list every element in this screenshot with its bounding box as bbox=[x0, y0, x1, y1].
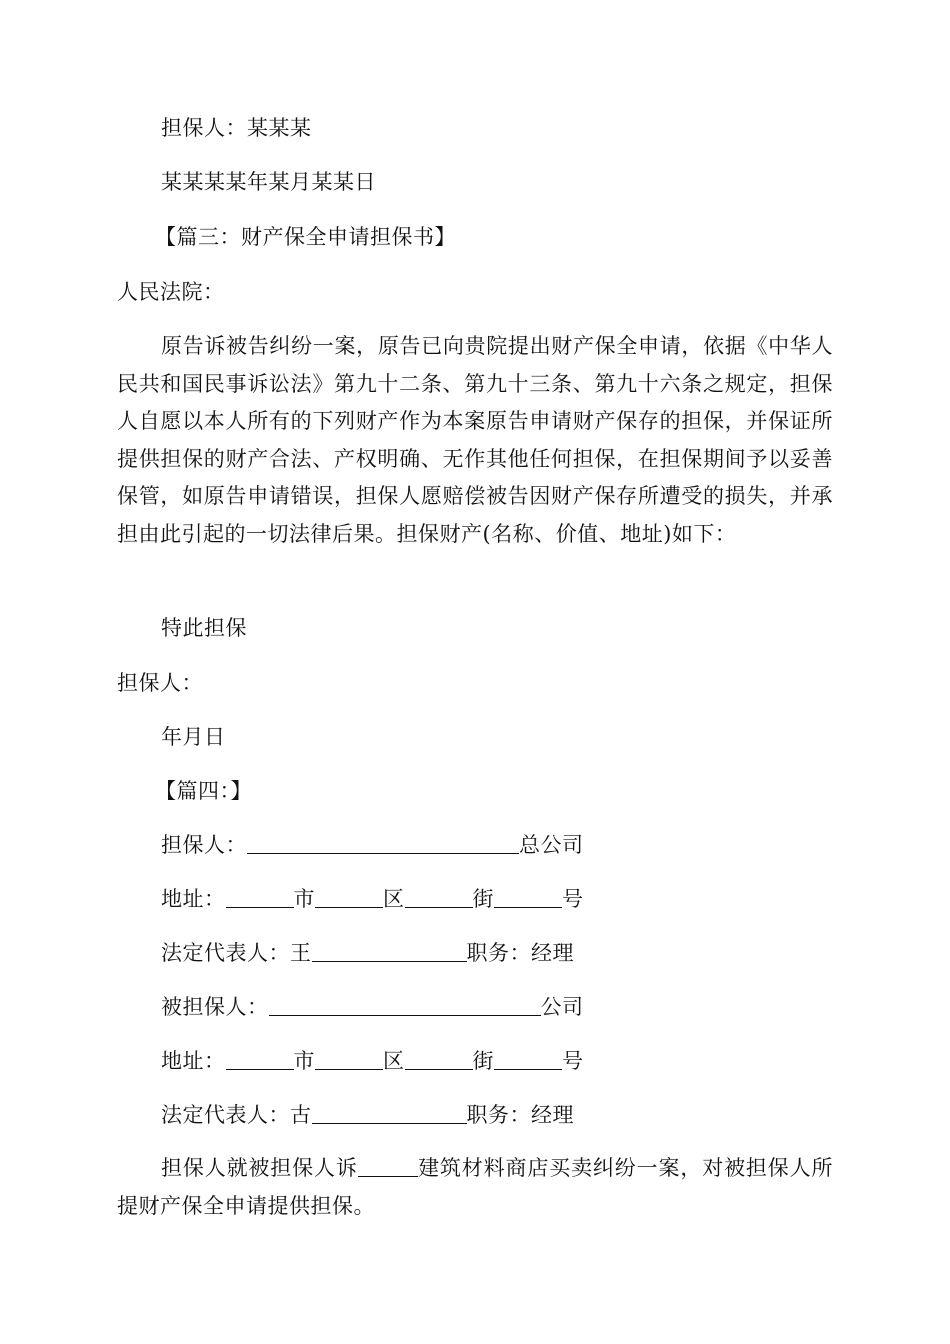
section-heading-3: 【篇三：财产保全申请担保书】 bbox=[155, 225, 456, 249]
guaranteed-label: 被担保人： bbox=[161, 995, 269, 1019]
form-guaranteed-row bbox=[161, 992, 584, 1022]
street-label: 街 bbox=[472, 1049, 494, 1073]
form-legal-rep-row-2 bbox=[161, 1100, 574, 1130]
form-address-row-1 bbox=[161, 884, 584, 914]
street-blank bbox=[405, 885, 473, 908]
position-label: 职务：经理 bbox=[466, 941, 574, 965]
form-address-row-2 bbox=[161, 1046, 584, 1076]
legal-rep-blank bbox=[312, 1101, 467, 1124]
guarantor-signature-line: 担保人： bbox=[117, 671, 203, 695]
guarantor-suffix: 总公司 bbox=[519, 833, 584, 857]
number-label: 号 bbox=[562, 1049, 584, 1073]
legal-rep-label: 法定代表人：王 bbox=[161, 941, 312, 965]
guaranteed-name-blank bbox=[269, 993, 541, 1016]
form-guarantor-row bbox=[161, 830, 584, 860]
section-heading-4: 【篇四：】 bbox=[155, 779, 252, 803]
city-blank bbox=[226, 1047, 294, 1070]
guarantor-line: 担保人：某某某 bbox=[161, 116, 312, 140]
closing-text-after: 建筑材料商店买卖纠纷一案，对被担保人所提财产保全申请提供担保。 bbox=[117, 1156, 834, 1218]
date-blank-line: 年月日 bbox=[161, 725, 226, 749]
date-line: 某某某某年某月某某日 bbox=[161, 170, 376, 194]
body-paragraph: 原告诉被告纠纷一案，原告已向贵院提出财产保全申请，依据《中华人民共和国民事诉讼法》第九十二条、第九十三条、第九十六条之规定，担保人自愿以本人所有的下列财产作为本案原告申请财产保存的担保，并保证所提供担保的财产合法、产权明确、无作其他任何担保，在担保期间予以妥善保管，如原告申请错误，担保人愿赔偿被告因财产保存所遭受的损失，并承担由此引起的一切法律后果。担保财产(名称、价值、地址)如下： bbox=[117, 334, 833, 546]
address-label: 地址： bbox=[161, 1049, 226, 1073]
closing-paragraph bbox=[117, 1150, 833, 1225]
district-blank bbox=[315, 1047, 383, 1070]
address-label: 地址： bbox=[161, 887, 226, 911]
position-label: 职务：经理 bbox=[466, 1103, 574, 1127]
city-label: 市 bbox=[293, 1049, 315, 1073]
legal-rep-label: 法定代表人：古 bbox=[161, 1103, 312, 1127]
closing-text-before: 担保人就被担保人诉 bbox=[161, 1156, 358, 1180]
legal-rep-blank bbox=[312, 939, 467, 962]
special-guarantee-line: 特此担保 bbox=[161, 616, 247, 640]
street-blank bbox=[405, 1047, 473, 1070]
guaranteed-suffix: 公司 bbox=[540, 995, 584, 1019]
form-legal-rep-row-1 bbox=[161, 938, 574, 968]
district-label: 区 bbox=[383, 887, 405, 911]
number-blank bbox=[494, 1047, 562, 1070]
number-label: 号 bbox=[562, 887, 584, 911]
number-blank bbox=[494, 885, 562, 908]
street-label: 街 bbox=[472, 887, 494, 911]
city-blank bbox=[226, 885, 294, 908]
city-label: 市 bbox=[293, 887, 315, 911]
guarantor-label: 担保人： bbox=[161, 833, 247, 857]
district-blank bbox=[315, 885, 383, 908]
guarantor-name-blank bbox=[247, 831, 519, 854]
plaintiff-blank bbox=[358, 1154, 418, 1177]
district-label: 区 bbox=[383, 1049, 405, 1073]
court-address: 人民法院： bbox=[117, 280, 225, 304]
